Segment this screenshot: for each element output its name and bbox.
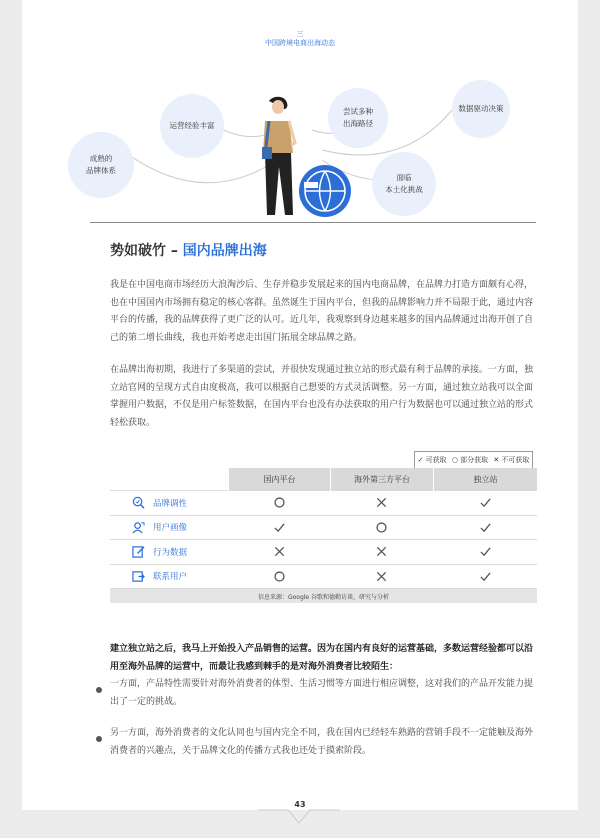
edit-behavior-icon [132, 545, 145, 558]
column-header: 国内平台 [228, 468, 330, 491]
legend-partial: ○ 部分获取 [451, 456, 489, 464]
paragraph-intro: 我是在中国电商市场经历大浪淘沙后、生存并稳步发展起来的国内电商品牌，在品牌力打造方面颇有心得，也在中国国内市场拥有稳定的核心客群。虽然诞生于国内平台，但我的品牌影响力并不局限于此，通过内容平台的传播，我的品牌获得了更广泛的认可。近几年，我观察到身边越来越多的国内品牌通过出海开创了自己的第二增长曲线，我也开始考虑走出国门拓展全球品牌之路。 [110, 280, 534, 343]
unavailable-mark-icon [330, 540, 433, 564]
partial-mark-icon [228, 491, 330, 515]
unavailable-mark-icon [330, 565, 433, 589]
available-mark-icon [433, 540, 537, 564]
bullet-dot [96, 687, 102, 693]
document-page [22, 0, 578, 810]
bullet-culture-challenge: 另一方面，海外消费者的文化认同也与国内完全不同，我在国内已经轻车熟路的营销手段不一定能触及海外消费者的兴趣点，关于品牌文化的传播方式我也还处于摸索阶段。 [110, 728, 534, 756]
unavailable-mark-icon [228, 540, 330, 564]
brand-search-icon [132, 496, 145, 509]
bullet-product-challenge: 一方面，产品特性需要针对海外消费者的体型、生活习惯等方面进行相应调整，这对我们的产品开发能力提出了一定的挑战。 [110, 679, 534, 707]
chapter-title: 中国跨境电商出海动态 [265, 39, 335, 47]
export-contact-icon [132, 570, 145, 583]
column-header: 海外第三方平台 [330, 468, 433, 491]
table-row [110, 516, 537, 541]
chapter-number: 三 [296, 30, 304, 38]
shipping-globe-icon [294, 160, 356, 222]
table-source: 信息来源：Google 谷歌和德勤访谈、研究与分析 [110, 589, 537, 603]
bubble-multi-paths: 尝试多种 出海路径 [328, 88, 388, 148]
ground-line [90, 222, 536, 223]
user-profile-icon [132, 521, 145, 534]
bubble-data-driven: 数据驱动决策 [452, 80, 510, 138]
column-header: 独立站 [433, 468, 537, 491]
row-label: 联系用户 [153, 572, 188, 583]
partial-mark-icon [228, 565, 330, 589]
comparison-table [110, 468, 537, 603]
available-mark-icon [433, 491, 537, 515]
paragraph-operations: 建立独立站之后，我马上开始投入产品销售的运营。因为在国内有良好的运营基础，多数运营经验都可以沿用至海外品牌的运营中，而最让我感到棘手的是对海外消费者比较陌生： [110, 644, 534, 672]
bubble-brand-system: 成熟的 品牌体系 [68, 132, 134, 198]
table-header [110, 468, 537, 491]
row-label: 行为数据 [153, 547, 188, 558]
bullet-dot [96, 736, 102, 742]
section-title: 势如破竹 – 国内品牌出海 [110, 243, 267, 259]
row-label: 品牌调性 [153, 498, 188, 509]
partial-mark-icon [330, 516, 433, 540]
available-mark-icon [433, 516, 537, 540]
available-mark-icon [228, 516, 330, 540]
legend-available: ✓ 可获取 [417, 456, 447, 464]
legend-unavailable: ✕ 不可获取 [493, 456, 530, 464]
paragraph-independent-site: 在品牌出海初期，我进行了多渠道的尝试，并很快发现通过独立站的形式最有利于品牌的承接。一方面，独立站官网的呈现方式自由度极高，我可以根据自己想要的方式灵活调整。另一方面，通过独立站我可以全面掌握用户数据，不仅是用户标签数据，在国内平台也没有办法获取的用户行为数据也可以通过独立站的形式轻松获取。 [110, 365, 534, 428]
table-row [110, 491, 537, 516]
table-row [110, 540, 537, 565]
available-mark-icon [433, 565, 537, 589]
row-label: 用户画像 [153, 523, 188, 534]
page-number: 43 [294, 800, 306, 809]
table-row [110, 565, 537, 590]
unavailable-mark-icon [330, 491, 433, 515]
bubble-operations: 运营经验丰富 [160, 94, 224, 158]
table-legend [414, 451, 533, 469]
bubble-localization: 面临 本土化挑战 [372, 152, 436, 216]
